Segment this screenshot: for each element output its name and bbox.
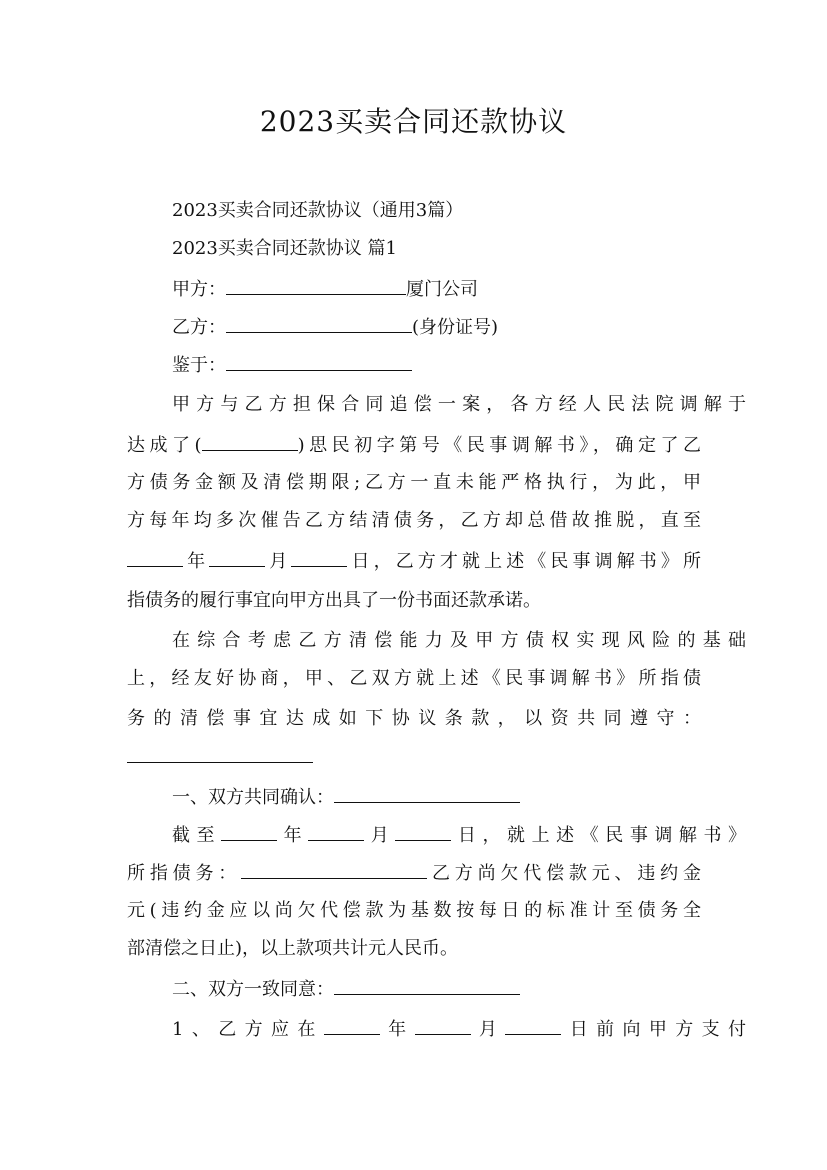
paragraph-line <box>127 548 701 575</box>
text-span: 二、双方一致同意： <box>172 979 334 1000</box>
year-blank <box>127 548 183 567</box>
party-b-blank <box>226 314 412 333</box>
party-a-suffix: 厦门公司 <box>406 279 478 300</box>
month-blank <box>308 822 364 841</box>
paragraph-line: 部清偿之日止)，以上款项共计元人民币。 <box>127 938 459 959</box>
section-two-heading <box>127 976 746 1003</box>
text-span: 月 <box>364 825 396 846</box>
whereas-line <box>127 352 746 379</box>
text-span: 年 <box>183 551 210 572</box>
day-blank <box>395 822 451 841</box>
party-b-line <box>127 314 746 341</box>
party-b-suffix: (身份证号) <box>412 317 499 338</box>
blank-line <box>127 744 313 763</box>
text-span: 所指债务： <box>127 863 242 884</box>
subtitle: 2023买卖合同还款协议（通用3篇） <box>172 200 464 221</box>
document-title: 2023买卖合同还款协议 <box>259 105 568 138</box>
text-span: 一、双方共同确认： <box>172 787 334 808</box>
party-a-blank <box>226 276 406 295</box>
paragraph-line: 甲方与乙方担保合同追偿一案，各方经人民法院调解于 <box>172 394 746 415</box>
day-blank <box>505 1016 561 1035</box>
paragraph-line <box>127 860 701 887</box>
text-span: 年 <box>379 1019 415 1040</box>
part-heading: 2023买卖合同还款协议 篇1 <box>172 238 397 259</box>
paragraph-line <box>127 432 701 459</box>
paragraph-line: 指债务的履行事宜向甲方出具了一份书面还款承诺。 <box>127 590 541 611</box>
debt-blank <box>241 860 427 879</box>
text-span: 1、乙方应在 <box>172 1019 324 1040</box>
whereas-label: 鉴于： <box>172 355 226 376</box>
party-a-line <box>127 276 746 303</box>
text-span: 月 <box>265 551 292 572</box>
agree-blank <box>334 976 520 995</box>
party-a-label: 甲方： <box>172 279 226 300</box>
day-blank <box>291 548 347 567</box>
month-blank <box>415 1016 471 1035</box>
confirm-blank <box>334 784 520 803</box>
text-span: 月 <box>470 1019 506 1040</box>
paragraph-line: 上，经友好协商，甲、乙双方就上述《民事调解书》所指债 <box>127 668 701 689</box>
year-blank <box>324 1016 380 1035</box>
text-span: 乙方尚欠代偿款元、违约金 <box>427 863 702 884</box>
year-blank <box>221 822 277 841</box>
paragraph-line: 在综合考虑乙方清偿能力及甲方债权实现风险的基础 <box>172 630 746 651</box>
party-b-label: 乙方： <box>172 317 226 338</box>
whereas-blank <box>226 352 412 371</box>
case-number-blank <box>202 432 298 451</box>
month-blank <box>209 548 265 567</box>
paragraph-line: 方每年均多次催告乙方结清债务，乙方却总借故推脱，直至 <box>127 510 701 531</box>
text-span: 日，就上述《民事调解书》 <box>451 825 747 846</box>
text-span: 日，乙方才就上述《民事调解书》所 <box>347 551 702 572</box>
paragraph-line: 务的清偿事宜达成如下协议条款，以资共同遵守： <box>127 708 701 729</box>
paragraph-line: 方债务金额及清偿期限;乙方一直未能严格执行，为此，甲 <box>127 472 701 493</box>
text-span: )思民初字第号《民事调解书》，确定了乙 <box>297 435 701 456</box>
paragraph-line <box>127 822 746 849</box>
text-span: 日前向甲方支付 <box>561 1019 747 1040</box>
paragraph-line: 元(违约金应以尚欠代偿款为基数按每日的标准计至债务全 <box>127 900 701 921</box>
paragraph-line <box>127 744 701 771</box>
text-span: 达成了( <box>127 435 202 456</box>
text-span: 年 <box>277 825 309 846</box>
text-span: 截至 <box>172 825 222 846</box>
paragraph-line <box>127 1016 746 1043</box>
section-one-heading <box>127 784 746 811</box>
